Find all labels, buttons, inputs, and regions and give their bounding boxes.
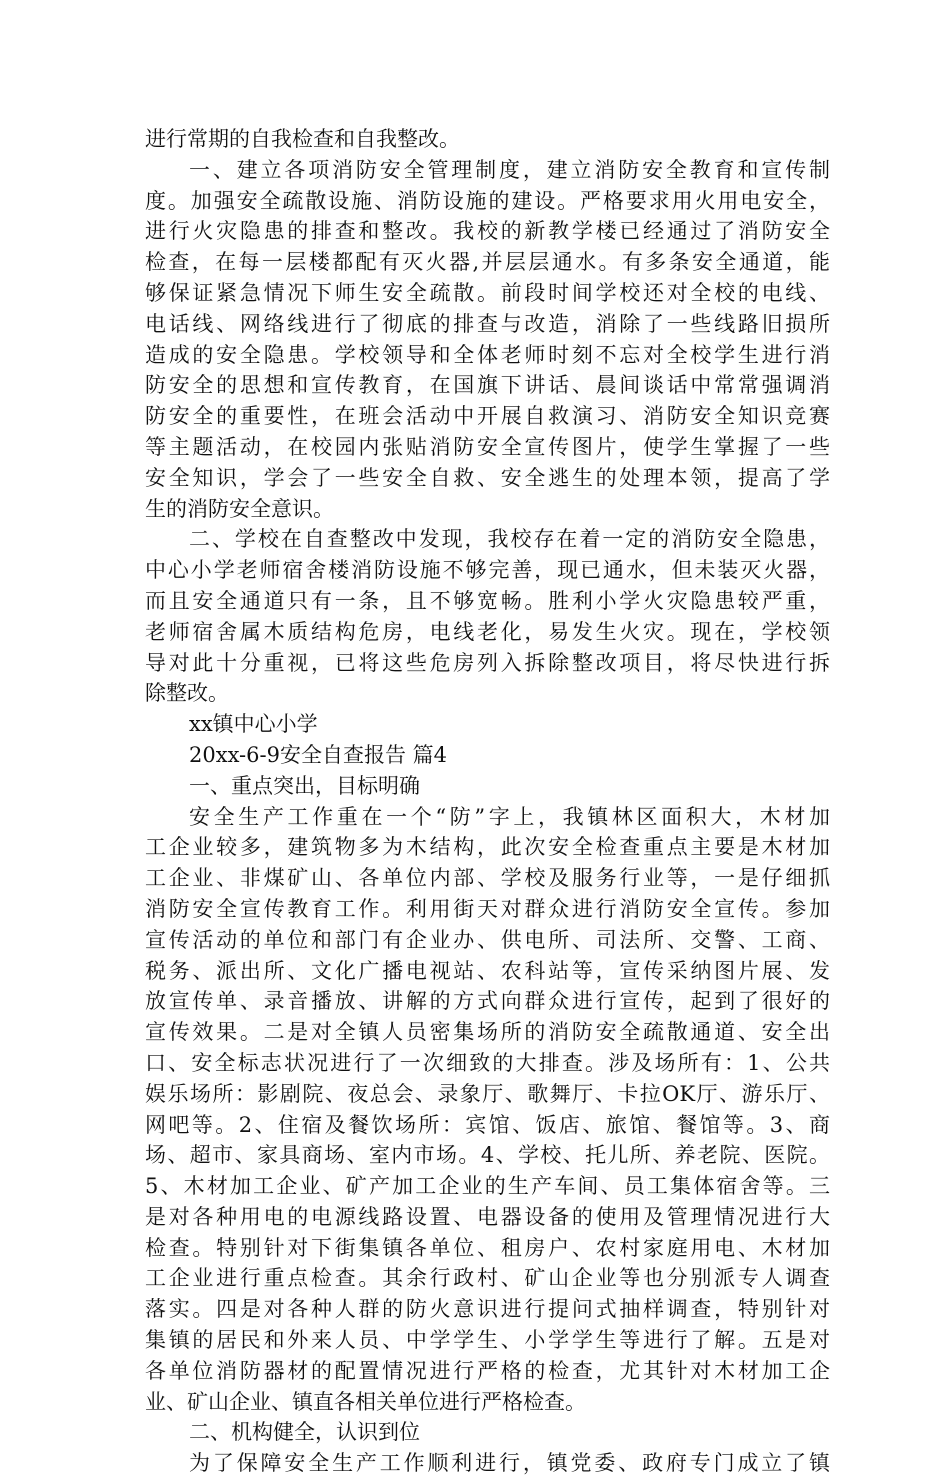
- text-line: 场、超市、家具商场、室内市场。4、学校、托儿所、养老院、医院。: [145, 1143, 830, 1168]
- text-line: 工企业、非煤矿山、各单位内部、学校及服务行业等，一是仔细抓: [145, 866, 830, 891]
- text-line: 宣传效果。二是对全镇人员密集场所的消防安全疏散通道、安全出: [145, 1020, 830, 1045]
- text-line: 检查。特别针对下街集镇各单位、租房户、农村家庭用电、木材加: [145, 1235, 830, 1260]
- text-line: 够保证紧急情况下师生安全疏散。前段时间学校还对全校的电线、: [145, 280, 830, 305]
- text-line: 导对此十分重视，已将这些危房列入拆除整改项目，将尽快进行拆: [145, 650, 830, 675]
- paragraph-first-line: 二、学校在自查整改中发现，我校存在着一定的消防安全隐患，: [189, 527, 830, 552]
- section-heading: 一、重点突出，目标明确: [189, 773, 420, 798]
- text-line: 度。加强安全疏散设施、消防设施的建设。严格要求用火用电安全，: [145, 188, 830, 213]
- text-line: 业、矿山企业、镇直各相关单位进行严格检查。: [145, 1389, 586, 1414]
- text-line: 工企业进行重点检查。其余行政村、矿山企业等也分别派专人调查: [145, 1266, 830, 1291]
- text-line: 老师宿舍属木质结构危房，电线老化，易发生火灾。现在，学校领: [145, 619, 830, 644]
- text-line: 生的消防安全意识。: [145, 496, 334, 521]
- paragraph-first-line: 一、建立各项消防安全管理制度，建立消防安全教育和宣传制: [189, 157, 830, 182]
- text-line: 5、木材加工企业、矿产加工企业的生产车间、员工集体宿舍等。三: [145, 1174, 830, 1199]
- text-line: 等主题活动，在校园内张贴消防安全宣传图片，使学生掌握了一些: [145, 434, 830, 459]
- text-line: 中心小学老师宿舍楼消防设施不够完善，现已通水，但未装灭火器，: [145, 558, 830, 583]
- text-line: 检查，在每一层楼都配有灭火器,并层层通水。有多条安全通道，能: [145, 250, 830, 275]
- text-line: 防安全的思想和宣传教育，在国旗下讲话、晨间谈话中常常强调消: [145, 373, 830, 398]
- document-page: [145, 124, 830, 1479]
- text-line: 口、安全标志状况进行了一次细致的大排查。涉及场所有：1、公共: [145, 1050, 830, 1075]
- text-line: 进行火灾隐患的排查和整改。我校的新教学楼已经通过了消防安全: [145, 219, 830, 244]
- text-line: 防安全的重要性，在班会活动中开展自救演习、消防安全知识竞赛: [145, 404, 830, 429]
- paragraph-first-line: 安全生产工作重在一个“防”字上，我镇林区面积大，木材加: [189, 804, 830, 829]
- text-line: 进行常期的自我检查和自我整改。: [145, 127, 460, 151]
- school-name: xx镇中心小学: [189, 712, 318, 737]
- text-line: 集镇的居民和外来人员、中学学生、小学学生等进行了解。五是对: [145, 1328, 830, 1353]
- text-line: 落实。四是对各种人群的防火意识进行提问式抽样调查，特别针对: [145, 1297, 830, 1322]
- section-heading: 二、机构健全，认识到位: [189, 1420, 420, 1445]
- text-line: 工企业较多，建筑物多为木结构，此次安全检查重点主要是木材加: [145, 835, 830, 860]
- text-line: 安全知识，学会了一些安全自救、安全逃生的处理本领，提高了学: [145, 465, 830, 490]
- text-line: 除整改。: [145, 681, 229, 706]
- paragraph-first-line: 为了保障安全生产工作顺利进行，镇党委、政府专门成立了镇: [189, 1451, 830, 1476]
- text-line: 造成的安全隐患。学校领导和全体老师时刻不忘对全校学生进行消: [145, 342, 830, 367]
- text-line: 是对各种用电的电源线路设置、电器设备的使用及管理情况进行大: [145, 1204, 830, 1229]
- text-line: 宣传活动的单位和部门有企业办、供电所、司法所、交警、工商、: [145, 927, 830, 952]
- report-heading: 20xx-6-9安全自查报告 篇4: [189, 742, 447, 767]
- text-line: 各单位消防器材的配置情况进行严格的检查，尤其针对木材加工企: [145, 1358, 830, 1383]
- text-line: 娱乐场所：影剧院、夜总会、录象厅、歌舞厅、卡拉OK厅、游乐厅、: [145, 1081, 830, 1106]
- text-line: 而且安全通道只有一条，且不够宽畅。胜利小学火灾隐患较严重，: [145, 588, 830, 613]
- text-line: 消防安全宣传教育工作。利用街天对群众进行消防安全宣传。参加: [145, 896, 830, 921]
- text-line: 放宣传单、录音播放、讲解的方式向群众进行宣传，起到了很好的: [145, 989, 830, 1014]
- text-line: 网吧等。2、住宿及餐饮场所：宾馆、饭店、旅馆、餐馆等。3、商: [145, 1112, 830, 1137]
- text-line: 税务、派出所、文化广播电视站、农科站等，宣传采纳图片展、发: [145, 958, 830, 983]
- text-line: 电话线、网络线进行了彻底的排查与改造，消除了一些线路旧损所: [145, 311, 830, 336]
